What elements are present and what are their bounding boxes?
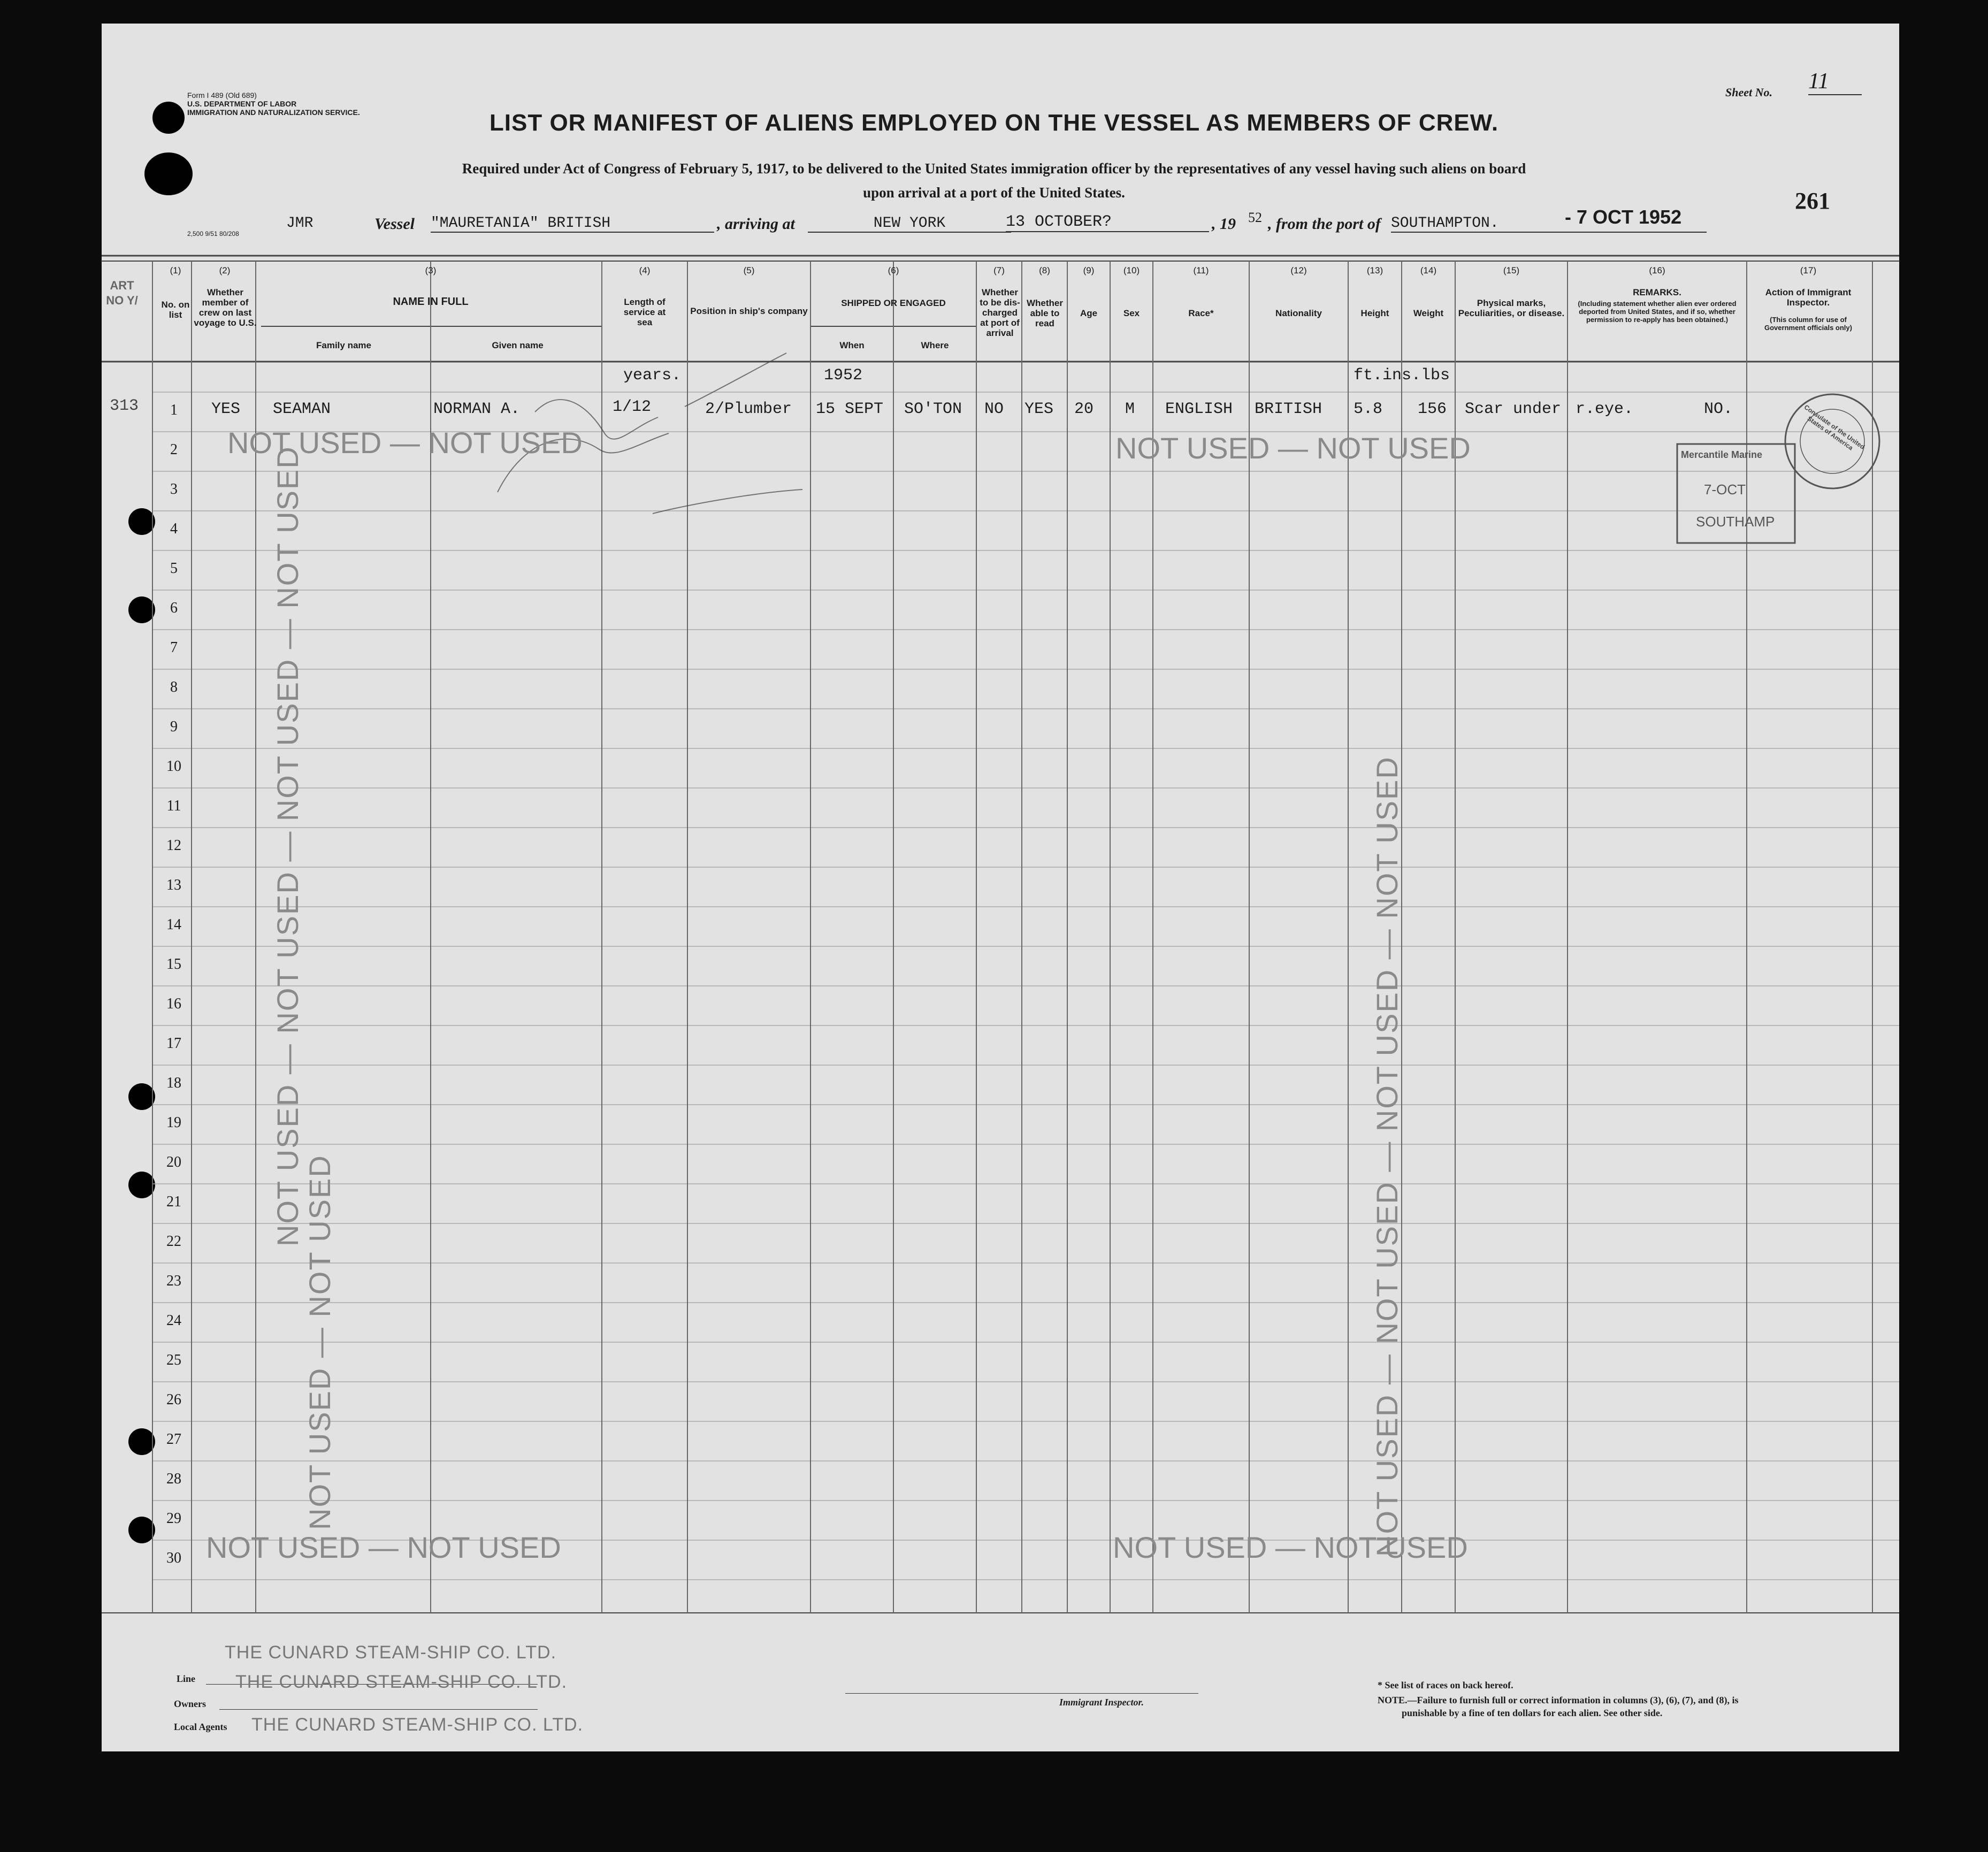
row-number: 28 [166,1471,181,1487]
col-2-header: Whether member of crew on last voyage to U.S. [194,287,257,328]
row-number: 12 [166,837,181,854]
arrival-date: 13 OCTOBER? [1006,213,1209,232]
subtitle-line-2: upon arrival at a port of the United States. [863,185,1125,201]
row-number: 30 [166,1550,181,1566]
row-number: 29 [166,1510,181,1527]
from-label: , from the port of [1268,215,1381,233]
row-number: 7 [170,639,178,656]
not-used-stamp: NOT USED — NOT USED [1115,431,1471,465]
col-10-header: Sex [1123,308,1140,318]
col-6-header: SHIPPED OR ENGAGED [841,298,946,308]
row-number: 5 [170,560,178,577]
col-12-header: Nationality [1275,308,1322,318]
entry-given-name: NORMAN A. [433,400,521,418]
col-15-header: Physical marks, Peculiarities, or disease. [1458,298,1565,318]
row-number: 1 [170,402,178,418]
entry-physical-marks-2: r.eye. [1576,400,1634,418]
page-title: LIST OR MANIFEST OF ALIENS EMPLOYED ON THE VESSEL AS MEMBERS OF CREW. [489,110,1499,136]
entry-sex: M [1125,400,1135,418]
row-number: 13 [166,877,181,893]
col-14-header: Weight [1413,308,1444,318]
col-17-header: Action of Immigrant Inspector. [1765,287,1852,308]
row-number: 2 [170,441,178,458]
stamp-number: 261 [1795,188,1830,214]
company-stamp: THE CUNARD STEAM-SHIP CO. LTD. [225,1642,557,1663]
vessel-name: "MAURETANIA" BRITISH [431,215,714,233]
box-stamp-line-2: 7-OCT [1704,481,1746,498]
not-used-stamp-vertical: NOT USED — NOT USED [303,1154,337,1530]
row-number: 11 [166,798,181,814]
col-10-number: (10) [1123,265,1140,275]
years-unit: years. [623,366,682,385]
col-5-header: Position in ship's company [690,306,808,316]
not-used-stamp: NOT USED — NOT USED [227,426,583,460]
entry-weight: 156 [1418,400,1447,418]
given-name-header: Given name [492,340,544,350]
company-stamp: THE CUNARD STEAM-SHIP CO. LTD. [251,1715,584,1735]
col-2-number: (2) [219,265,231,275]
row-number: 19 [166,1114,181,1131]
row-number: 9 [170,718,178,735]
art-no-header: ART NO Y/ [106,279,138,307]
col-12-number: (12) [1290,265,1307,275]
col-14-number: (14) [1420,265,1437,275]
entry-nationality: BRITISH [1255,400,1322,418]
service-name: IMMIGRATION AND NATURALIZATION SERVICE. [187,108,360,117]
col-16-note: (Including statement whether alien ever ordered deported from United States, and if so, whether permission to re-apply has been obtained.) [1578,300,1737,324]
sheet-label: Sheet No. [1725,86,1772,99]
row-number: 8 [170,679,178,695]
col-11-number: (11) [1193,265,1209,275]
arrival-port: NEW YORK [808,215,1011,233]
entry-position: 2/Plumber [705,400,792,418]
row-number: 18 [166,1075,181,1091]
owners-underline [219,1709,538,1710]
row-number: 22 [166,1233,181,1250]
engaged-year: 1952 [824,366,863,385]
col-16-header: REMARKS. [1633,287,1681,297]
col-15-number: (15) [1503,265,1520,275]
year-suffix: 52 [1248,210,1262,225]
col-11-header: Race* [1188,308,1214,318]
col-8-header: Whether able to read [1027,298,1063,328]
col-9-number: (9) [1083,265,1095,275]
clerk-initials: JMR [286,215,314,232]
not-used-stamp: NOT USED — NOT USED [206,1530,561,1564]
penalty-note-2: punishable by a fine of ten dollars for each alien. See other side. [1402,1708,1663,1718]
row-number: 16 [166,996,181,1012]
arriving-label: , arriving at [717,215,795,233]
col-3-number: (3) [425,265,437,275]
col-17-number: (17) [1800,265,1817,275]
year-prefix: , 19 [1212,215,1236,233]
row-number: 10 [166,758,181,775]
entry-remarks: NO. [1704,400,1733,418]
inspector-label: Immigrant Inspector. [1059,1697,1144,1708]
art-no: 313 [110,397,139,415]
col-16-number: (16) [1649,265,1665,275]
col-4-header: Length of service at sea [623,297,666,327]
agents-label: Local Agents [174,1721,227,1732]
col-9-header: Age [1080,308,1098,318]
col-7-number: (7) [993,265,1005,275]
line-label: Line [177,1673,196,1684]
row-number: 14 [166,916,181,933]
row-number: 21 [166,1193,181,1210]
row-number: 6 [170,600,178,616]
row-number: 3 [170,481,178,498]
subtitle-line-1: Required under Act of Congress of February 5, 1917, to be delivered to the United States immigration officer by the representatives of any vessel having such aliens on board [462,160,1526,177]
form-number: Form I 489 (Old 689) [187,91,257,100]
where-header: Where [921,340,949,350]
row-number: 25 [166,1352,181,1368]
col-3-header: NAME IN FULL [393,296,469,308]
sheet-number: 11 [1808,68,1862,95]
not-used-stamp: NOT USED — NOT USED [1113,1530,1468,1564]
entry-discharged: NO [984,400,1004,418]
owners-label: Owners [174,1698,206,1709]
inspector-signature-line [845,1693,1198,1694]
col-1-header: No. on list [161,300,190,320]
entry-height: 5.8 [1354,400,1383,418]
col-13-header: Height [1360,308,1389,318]
company-stamp: THE CUNARD STEAM-SHIP CO. LTD. [235,1672,568,1692]
not-used-stamp-vertical: NOT USED — NOT USED — NOT USED — NOT USED [271,446,304,1246]
box-stamp-line-3: SOUTHAMP [1696,514,1775,530]
col-8-number: (8) [1039,265,1050,275]
row-number: 23 [166,1273,181,1289]
col-13-number: (13) [1366,265,1383,275]
col-17-note: (This column for use of Government officials only) [1764,316,1852,332]
col-6-number: (6) [888,265,899,275]
entry-race: ENGLISH [1165,400,1233,418]
vessel-label: Vessel [374,215,415,233]
row-number: 4 [170,521,178,537]
row-number: 15 [166,956,181,973]
row-number: 17 [166,1035,181,1052]
col-4-number: (4) [639,265,651,275]
col-1-number: (1) [170,265,181,275]
entry-when: 15 SEPT [816,400,884,418]
entry-where: SO'TON [904,400,962,418]
entry-age: 20 [1074,400,1094,418]
entry-physical-marks: Scar under [1465,400,1562,418]
row-number: 27 [166,1431,181,1448]
department-name: U.S. DEPARTMENT OF LABOR [187,100,297,108]
entry-can-read: YES [1024,400,1054,418]
not-used-stamp-vertical: NOT USED — NOT USED — NOT USED — NOT USED [1370,756,1404,1557]
entry-family-name: SEAMAN [273,400,331,418]
departure-port: SOUTHAMPTON. [1391,215,1707,233]
box-stamp-line-1: Mercantile Marine [1681,449,1763,460]
penalty-note: NOTE.—Failure to furnish full or correct information in columns (3), (6), (7), and (8), is [1378,1695,1739,1705]
entry-last-voyage: YES [211,400,241,418]
family-name-header: Family name [316,340,371,350]
row-number: 24 [166,1312,181,1329]
row-number: 20 [166,1154,181,1170]
col-7-header: Whether to be dis-charged at port of arrival [980,287,1020,338]
races-note: * See list of races on back hereof. [1378,1680,1513,1690]
when-header: When [839,340,865,350]
col-5-number: (5) [743,265,755,275]
entry-service: 1/12 [613,398,652,416]
date-stamp: - 7 OCT 1952 [1565,206,1682,228]
row-number: 26 [166,1391,181,1408]
consulate-seal: Consulate of the United States of America [1802,403,1867,452]
print-code: 2,500 9/51 80/208 [187,230,239,238]
height-weight-units: ft.ins.lbs [1354,366,1450,385]
